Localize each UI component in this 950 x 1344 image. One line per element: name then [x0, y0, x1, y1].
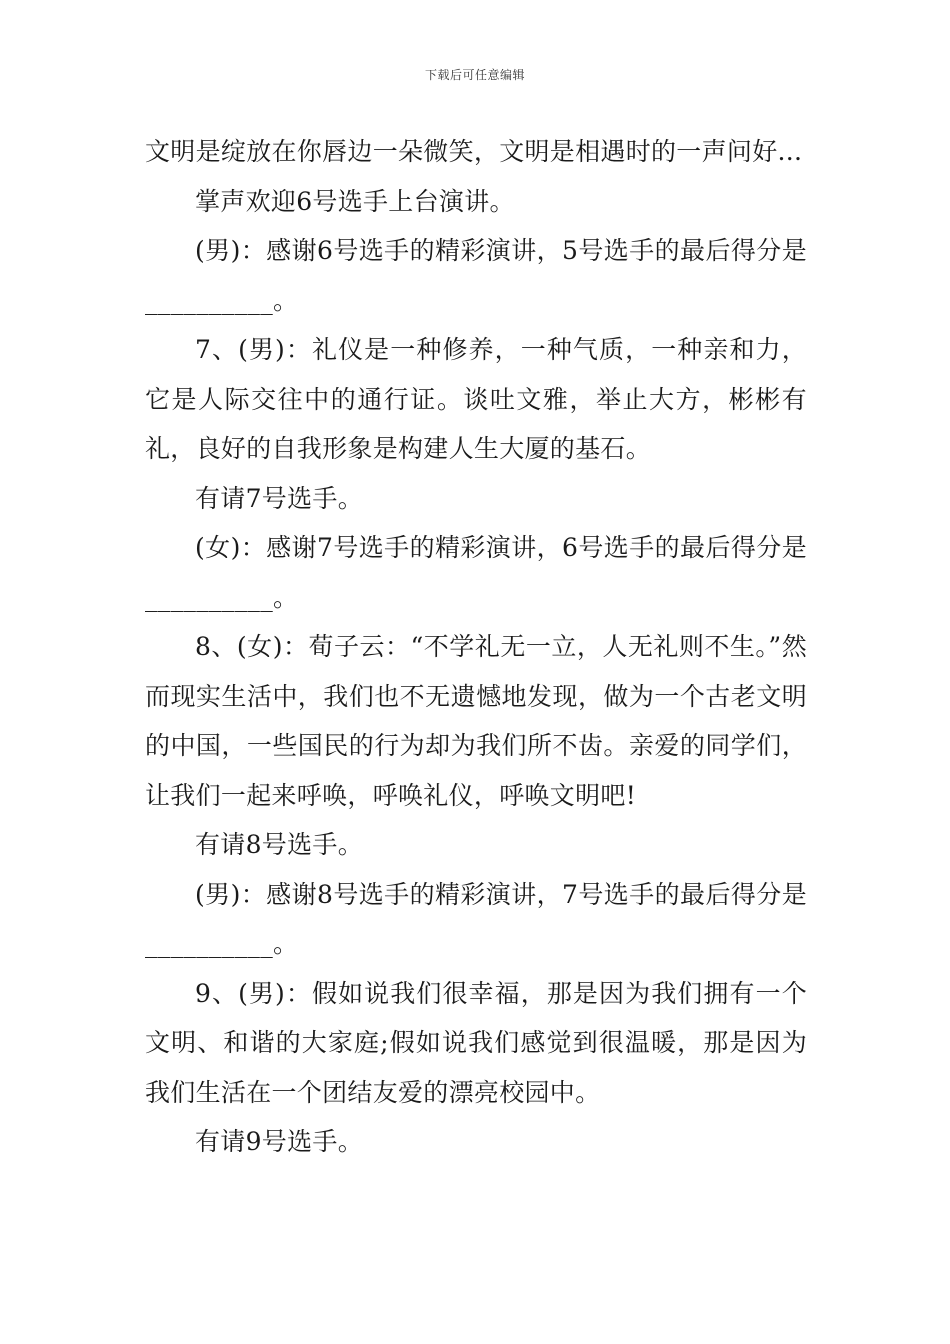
paragraph-10: 9、(男)：假如说我们很幸福，那是因为我们拥有一个文明、和谐的大家庭;假如说我们感觉到很温暖，那是因为我们生活在一个团结友爱的漂亮校园中。 [145, 978, 807, 1107]
document-body [145, 127, 807, 1167]
paragraph-11: 有请9号选手。 [195, 1127, 364, 1156]
paragraph-4: 7、(男)：礼仪是一种修养，一种气质，一种亲和力，它是人际交往中的通行证。谈吐文雅，举止大方，彬彬有礼，良好的自我形象是构建人生大厦的基石。 [145, 335, 807, 463]
paragraph-3: (男)：感谢6号选手的精彩演讲，5号选手的最后得分是__________。 [145, 236, 807, 315]
paragraph-1: 文明是绽放在你唇边一朵微笑，文明是相遇时的一声问好... [145, 137, 803, 166]
paragraph-2: 掌声欢迎6号选手上台演讲。 [195, 186, 515, 216]
paragraph-7: 8、(女)：荀子云：“不学礼无一立，人无礼则不生。”然而现实生活中，我们也不无遗憾地发现，做为一个古老文明的中国，一些国民的行为却为我们所不齿。亲爱的同学们，让我们一起来呼唤，呼唤礼仪，呼唤文明吧! [145, 632, 807, 810]
paragraph-8: 有请8号选手。 [195, 830, 364, 859]
paragraph-9: (男)：感谢8号选手的精彩演讲，7号选手的最后得分是__________。 [145, 879, 807, 958]
paragraph-6: (女)：感谢7号选手的精彩演讲，6号选手的最后得分是__________。 [145, 533, 807, 612]
page-header: 下载后可任意编辑 [424, 68, 525, 82]
paragraph-5: 有请7号选手。 [195, 483, 364, 513]
